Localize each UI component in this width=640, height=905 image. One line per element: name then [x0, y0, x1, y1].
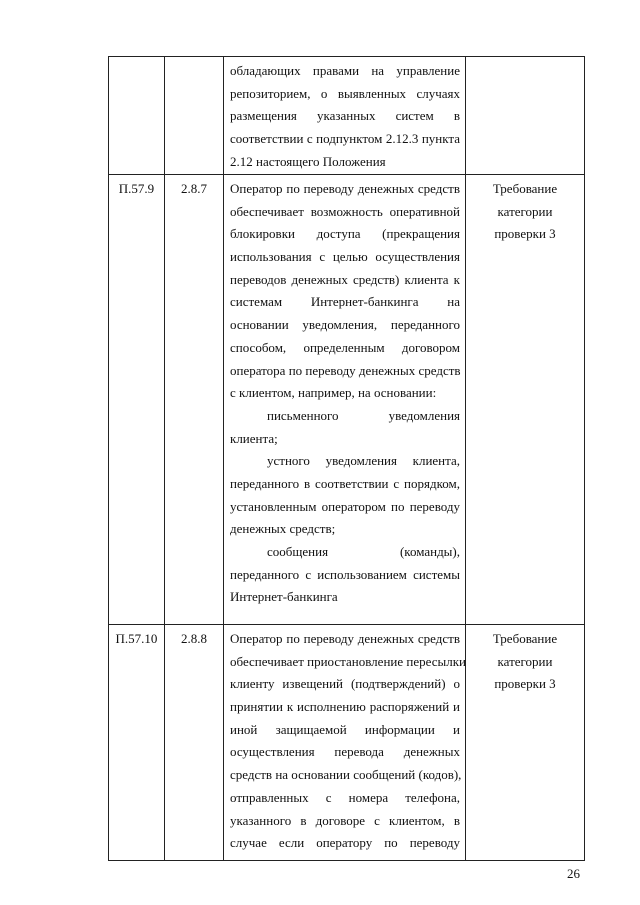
text-line: соответствии с подпунктом 2.12.3 пункта — [230, 131, 460, 147]
item-code-cell — [109, 57, 165, 175]
text-line: случае если оператору по переводу — [230, 835, 460, 851]
check-category-cell — [466, 175, 585, 625]
text-line: средств на основании сообщений (кодов), — [230, 767, 462, 783]
text-line: Интернет-банкинга — [230, 589, 338, 605]
text-line: принятии к исполнению распоряжений и — [230, 699, 460, 715]
text-line: осуществления перевода денежных — [230, 744, 460, 760]
check-category-text: Требование — [492, 181, 558, 196]
clause-number-cell: 2.8.8 — [165, 625, 224, 861]
table-row — [109, 57, 585, 175]
text-line: устного уведомления клиента, — [267, 453, 460, 469]
text-line: размещения указанных систем в — [230, 108, 460, 124]
check-category-text: проверки 3 — [494, 226, 556, 242]
item-code-cell: П.57.9 — [109, 175, 165, 625]
clause-number-cell: 2.8.7 — [165, 175, 224, 625]
text-line: способом, определенным договором — [230, 339, 460, 355]
table-row — [109, 625, 585, 861]
text-line: переданного с использованием системы — [230, 566, 460, 582]
text-line: Оператор по переводу денежных средств — [230, 181, 460, 196]
clause-number-cell — [165, 57, 224, 175]
requirement-text-cell — [224, 625, 466, 861]
text-line: клиенту извещений (подтверждений) о — [230, 676, 460, 692]
requirement-text-cell — [224, 57, 466, 175]
text-line: письменного уведомления — [267, 407, 460, 423]
text-line: установленным оператором по переводу — [230, 498, 460, 514]
check-category-cell — [466, 57, 585, 175]
text-line: основании уведомления, переданного — [230, 317, 460, 333]
text-line: обладающих правами на управление — [230, 63, 460, 78]
check-category-text: категории — [497, 203, 553, 219]
requirement-text-cell — [224, 175, 466, 625]
text-line: 2.12 настоящего Положения — [230, 153, 386, 169]
requirements-table — [108, 56, 585, 861]
table-row — [109, 175, 585, 625]
check-category-text: проверки 3 — [494, 676, 556, 692]
text-line: обеспечивает приостановление пересылки — [230, 653, 466, 669]
text-line: клиента; — [230, 430, 278, 446]
text-line: переданного в соответствии с порядком, — [230, 475, 460, 491]
check-category-cell — [466, 625, 585, 861]
page-number: 26 — [567, 866, 580, 881]
text-line: указанного в договоре с клиентом, в — [230, 812, 460, 828]
text-line: сообщения (команды), — [267, 544, 460, 559]
text-line: денежных средств; — [230, 521, 336, 537]
text-line: системам Интернет-банкинга на — [230, 294, 460, 310]
text-line: обеспечивает возможность оперативной — [230, 203, 460, 219]
text-line: иной защищаемой информации и — [230, 721, 460, 737]
text-line: репозиторием, о выявленных случаях — [230, 85, 460, 101]
check-category-text: категории — [497, 653, 553, 669]
text-line: использования с целью осуществления — [230, 249, 460, 265]
text-line: оператора по переводу денежных средств — [230, 362, 461, 378]
text-line: блокировки доступа (прекращения — [230, 226, 460, 242]
check-category-text: Требование — [492, 631, 558, 646]
item-code-cell: П.57.10 — [109, 625, 165, 861]
text-line: Оператор по переводу денежных средств — [230, 631, 460, 646]
text-line: с клиентом, например, на основании: — [230, 385, 437, 401]
text-line: переводов денежных средств) клиента к — [230, 271, 460, 287]
text-line: отправленных с номера телефона, — [230, 789, 460, 805]
